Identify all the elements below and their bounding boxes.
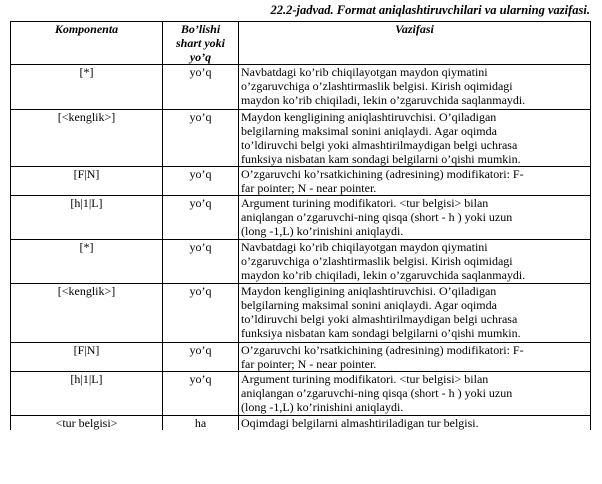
purpose-line: o’zgaruvchiga o’zlashtirmaslik belgisi. Kirish oqimidagi	[241, 254, 513, 268]
header-required-line3: yo’q	[189, 50, 212, 64]
cell-component: [<kenglik>]	[11, 284, 163, 343]
purpose-line: Oqimdagi belgilarni almashtiriladigan tur belgisi.	[241, 416, 479, 430]
table-caption: 22.2-jadvad. Format aniqlashtiruvchilari va ularning vazifasi.	[270, 3, 590, 17]
cell-purpose	[239, 372, 591, 416]
cell-component: [F|N]	[11, 343, 163, 372]
cell-purpose	[239, 416, 591, 431]
cell-purpose	[239, 167, 591, 196]
header-component: Komponenta	[11, 22, 163, 65]
cell-component: [F|N]	[11, 167, 163, 196]
purpose-line: funksiya nisbatan kam sondagi belgilarni o’qishi mumkin.	[241, 326, 521, 340]
table-header-row	[11, 22, 591, 65]
cell-component: [*]	[11, 240, 163, 284]
header-required	[163, 22, 239, 65]
purpose-line: belgilarning maksimal sonini aniqlaydi. Agar oqimda	[241, 124, 497, 138]
purpose-line: O’zgaruvchi ko’rsatkichining (adresining) modifikatori: F-	[241, 343, 524, 357]
purpose-line: Maydon kengligining aniqlashtiruvchisi. O’qiladigan	[241, 110, 497, 124]
table-row	[11, 196, 591, 240]
cell-component: <tur belgisi>	[11, 416, 163, 431]
header-purpose: Vazifasi	[239, 22, 591, 65]
table-row	[11, 110, 591, 167]
purpose-line: Navbatdagi ko’rib chiqilayotgan maydon qiymatini	[241, 240, 488, 254]
cell-purpose	[239, 110, 591, 167]
cell-required: yo’q	[163, 240, 239, 284]
purpose-line: maydon ko’rib chiqiladi, lekin o’zgaruvchida saqlanmaydi.	[241, 268, 526, 282]
purpose-line: aniqlangan o’zgaruvchi-ning qisqa (short - h ) yoki uzun	[241, 210, 513, 224]
table-row	[11, 167, 591, 196]
cell-required: yo’q	[163, 343, 239, 372]
header-required-line1: Bo’lishi	[180, 22, 221, 36]
cell-purpose	[239, 65, 591, 110]
purpose-line: far pointer; N - near pointer.	[241, 357, 377, 371]
header-required-line2: shart yoki	[175, 36, 225, 50]
purpose-line: aniqlangan o’zgaruvchi-ning qisqa (short - h ) yoki uzun	[241, 386, 513, 400]
cell-required: yo’q	[163, 372, 239, 416]
table-row	[11, 343, 591, 372]
purpose-line: to’ldiruvchi belgi yoki almashtirilmaydigan belgi uchrasa	[241, 312, 518, 326]
purpose-line: funksiya nisbatan kam sondagi belgilarni o’qishi mumkin.	[241, 152, 521, 166]
cell-component: [h|1|L]	[11, 372, 163, 416]
purpose-line: Maydon kengligining aniqlashtiruvchisi. O’qiladigan	[241, 284, 497, 298]
table-row	[11, 416, 591, 431]
cell-required: yo’q	[163, 196, 239, 240]
purpose-line: far pointer; N - near pointer.	[241, 181, 377, 195]
cell-component: [*]	[11, 65, 163, 110]
table-row	[11, 372, 591, 416]
cell-purpose	[239, 240, 591, 284]
cell-required: yo’q	[163, 284, 239, 343]
format-specifier-table	[10, 21, 591, 430]
cell-required: yo’q	[163, 167, 239, 196]
purpose-line: (long -1,L) ko’rinishini aniqlaydi.	[241, 400, 404, 414]
table-row	[11, 240, 591, 284]
cell-purpose	[239, 284, 591, 343]
table-row	[11, 284, 591, 343]
cell-required: yo’q	[163, 65, 239, 110]
purpose-line: maydon ko’rib chiqiladi, lekin o’zgaruvchida saqlanmaydi.	[241, 93, 526, 107]
purpose-line: Argument turining modifikatori. <tur belgisi> bilan	[241, 196, 489, 210]
cell-required: yo’q	[163, 110, 239, 167]
cell-required: ha	[163, 416, 239, 431]
cell-component: [h|1|L]	[11, 196, 163, 240]
purpose-line: to’ldiruvchi belgi yoki almashtirilmaydigan belgi uchrasa	[241, 138, 518, 152]
purpose-line: (long -1,L) ko’rinishini aniqlaydi.	[241, 224, 404, 238]
cell-purpose	[239, 343, 591, 372]
purpose-line: belgilarning maksimal sonini aniqlaydi. Agar oqimda	[241, 298, 497, 312]
cell-component: [<kenglik>]	[11, 110, 163, 167]
table-row	[11, 65, 591, 110]
purpose-line: O’zgaruvchi ko’rsatkichining (adresining) modifikatori: F-	[241, 167, 524, 181]
cell-purpose	[239, 196, 591, 240]
purpose-line: Argument turining modifikatori. <tur belgisi> bilan	[241, 372, 489, 386]
purpose-line: o’zgaruvchiga o’zlashtirmaslik belgisi. Kirish oqimidagi	[241, 79, 513, 93]
purpose-line: Navbatdagi ko’rib chiqilayotgan maydon qiymatini	[241, 65, 488, 79]
